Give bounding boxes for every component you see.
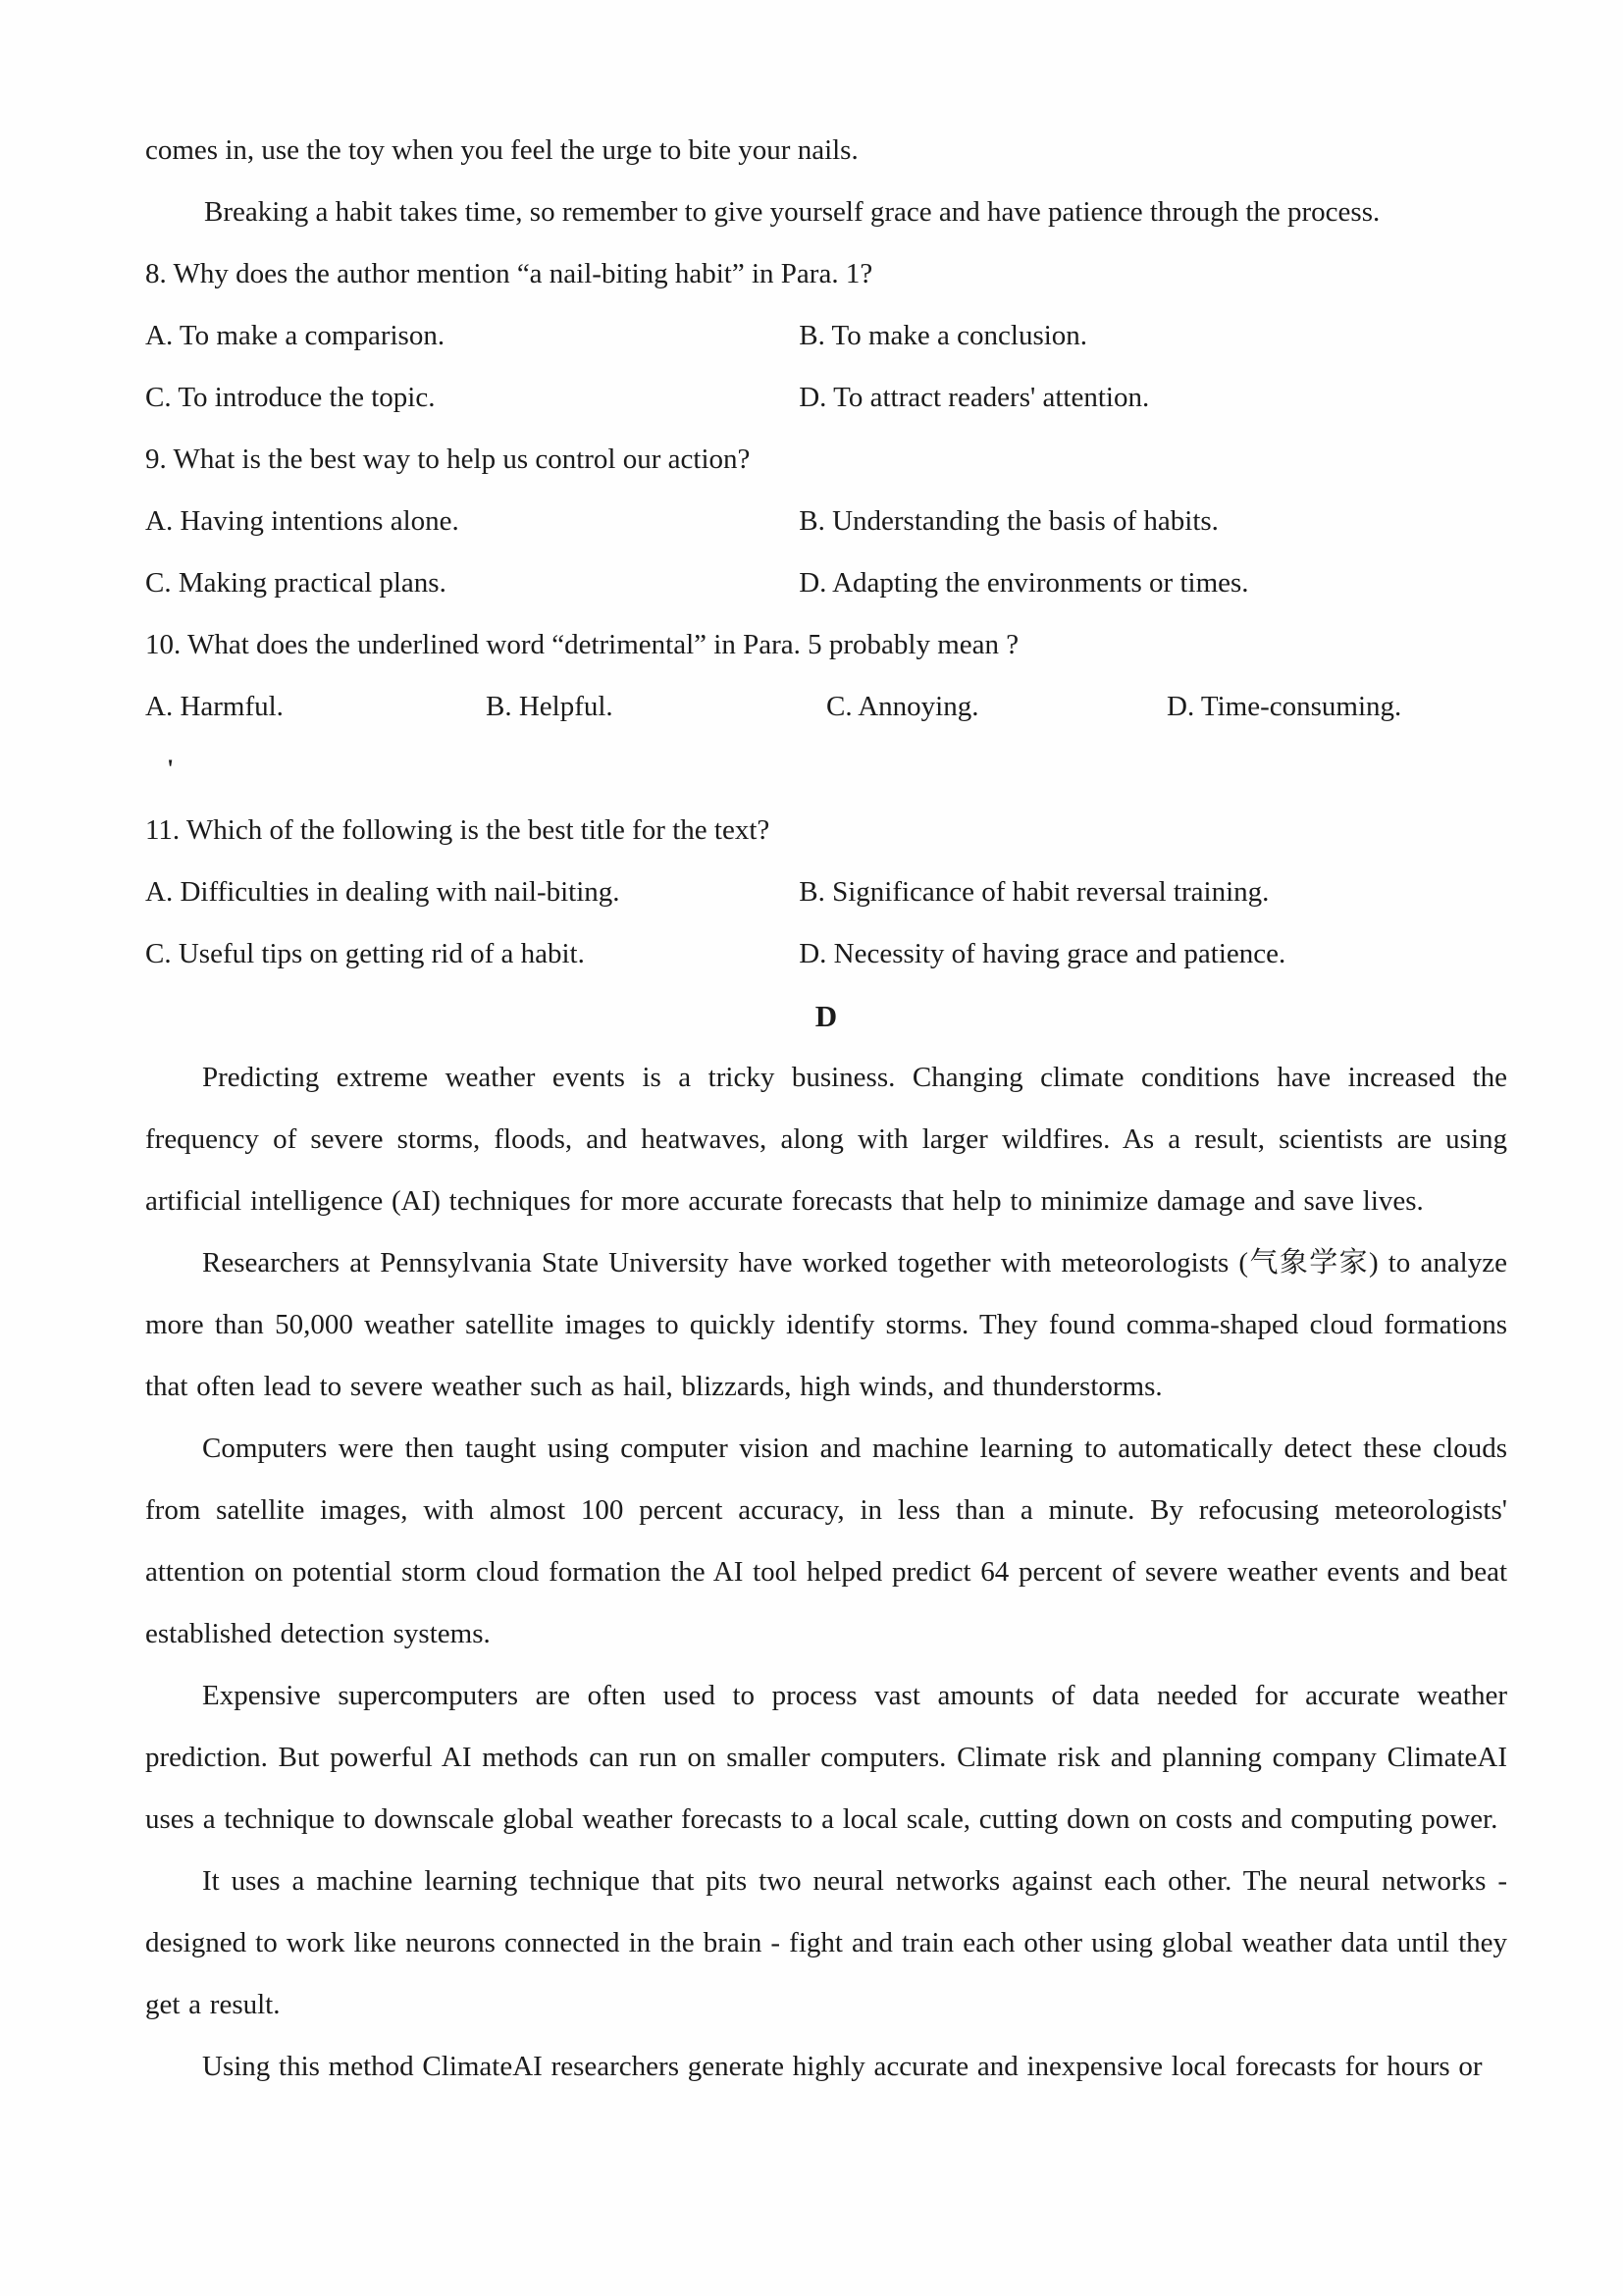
question-9-option-a: A. Having intentions alone. bbox=[145, 505, 459, 537]
question-8-stem: 8. Why does the author mention “a nail-biting habit” in Para. 1? bbox=[145, 258, 873, 289]
question-10-stem: 10. What does the underlined word “detrimental” in Para. 5 probably mean ? bbox=[145, 629, 1020, 660]
question-11-option-b: B. Significance of habit reversal training. bbox=[799, 876, 1270, 908]
passage-continuation-line-2: Breaking a habit takes time, so remember to give yourself grace and have patience through the process. bbox=[204, 196, 1381, 228]
passage-d-paragraph-1: Predicting extreme weather events is a tricky business. Changing climate conditions have increased the frequency of severe storms, floods, and heatwaves, along with larger wildfires. As a result, scientists are using artificial intelligence (AI) techniques for more accurate forecasts that help to minimize damage and save lives. bbox=[145, 1062, 1507, 1217]
passage-d-paragraph-3: Computers were then taught using computer vision and machine learning to automatically detect these clouds from satellite images, with almost 100 percent accuracy, in less than a minute. By refocusing meteorologists' attention on potential storm cloud formation the AI tool helped predict 64 percent of severe weather events and beat established detection systems. bbox=[145, 1433, 1507, 1649]
question-9-option-b: B. Understanding the basis of habits. bbox=[799, 505, 1219, 537]
question-8-option-a: A. To make a comparison. bbox=[145, 320, 445, 351]
question-9-option-d: D. Adapting the environments or times. bbox=[799, 567, 1249, 599]
section-d-heading: D bbox=[814, 999, 838, 1033]
question-11-options-row-1 bbox=[145, 861, 1507, 923]
question-11-options-row-2 bbox=[145, 923, 1507, 985]
question-8-option-b: B. To make a conclusion. bbox=[799, 320, 1088, 351]
question-8-options-row-2 bbox=[145, 367, 1507, 429]
question-10-option-d: D. Time-consuming. bbox=[1167, 691, 1402, 722]
question-8-option-d: D. To attract readers' attention. bbox=[799, 382, 1150, 413]
question-10-option-a: A. Harmful. bbox=[145, 691, 284, 722]
question-11-option-c: C. Useful tips on getting rid of a habit. bbox=[145, 938, 585, 969]
passage-d-paragraph-2: Researchers at Pennsylvania State University have worked together with meteorologists (气象学家) to analyze more than 50,000 weather satellite images to quickly identify storms. They found comma-shaped cloud formations that often lead to severe weather such as hail, blizzards, high winds, and thunderstorms. bbox=[145, 1247, 1507, 1402]
question-11-stem: 11. Which of the following is the best title for the text? bbox=[145, 814, 770, 846]
question-9-options-row-2 bbox=[145, 552, 1507, 614]
question-11-option-a: A. Difficulties in dealing with nail-biting. bbox=[145, 876, 620, 908]
passage-d-paragraph-4: Expensive supercomputers are often used to process vast amounts of data needed for accurate weather prediction. But powerful AI methods can run on smaller computers. Climate risk and planning company ClimateAI uses a technique to downscale global weather forecasts to a local scale, cutting down on costs and computing power. bbox=[145, 1680, 1507, 1835]
question-11-option-d: D. Necessity of having grace and patience. bbox=[799, 938, 1286, 969]
stray-scan-mark: ' bbox=[167, 755, 175, 783]
question-9-stem: 9. What is the best way to help us control our action? bbox=[145, 444, 751, 475]
passage-d-paragraph-5: It uses a machine learning technique that pits two neural networks against each other. The neural networks - designed to work like neurons connected in the brain - fight and train each other using global weather data until they get a result. bbox=[145, 1865, 1507, 2020]
question-8-options-row-1 bbox=[145, 305, 1507, 367]
passage-continuation-line-1: comes in, use the toy when you feel the urge to bite your nails. bbox=[145, 134, 859, 166]
question-10-option-c: C. Annoying. bbox=[826, 691, 979, 722]
question-8-option-c: C. To introduce the topic. bbox=[145, 382, 436, 413]
question-9-option-c: C. Making practical plans. bbox=[145, 567, 446, 599]
question-10-option-b: B. Helpful. bbox=[486, 691, 613, 722]
question-9-options-row-1 bbox=[145, 491, 1507, 552]
question-10-options-row bbox=[145, 676, 1507, 738]
passage-d-paragraph-6: Using this method ClimateAI researchers generate highly accurate and inexpensive local forecasts for hours or bbox=[202, 2051, 1483, 2082]
